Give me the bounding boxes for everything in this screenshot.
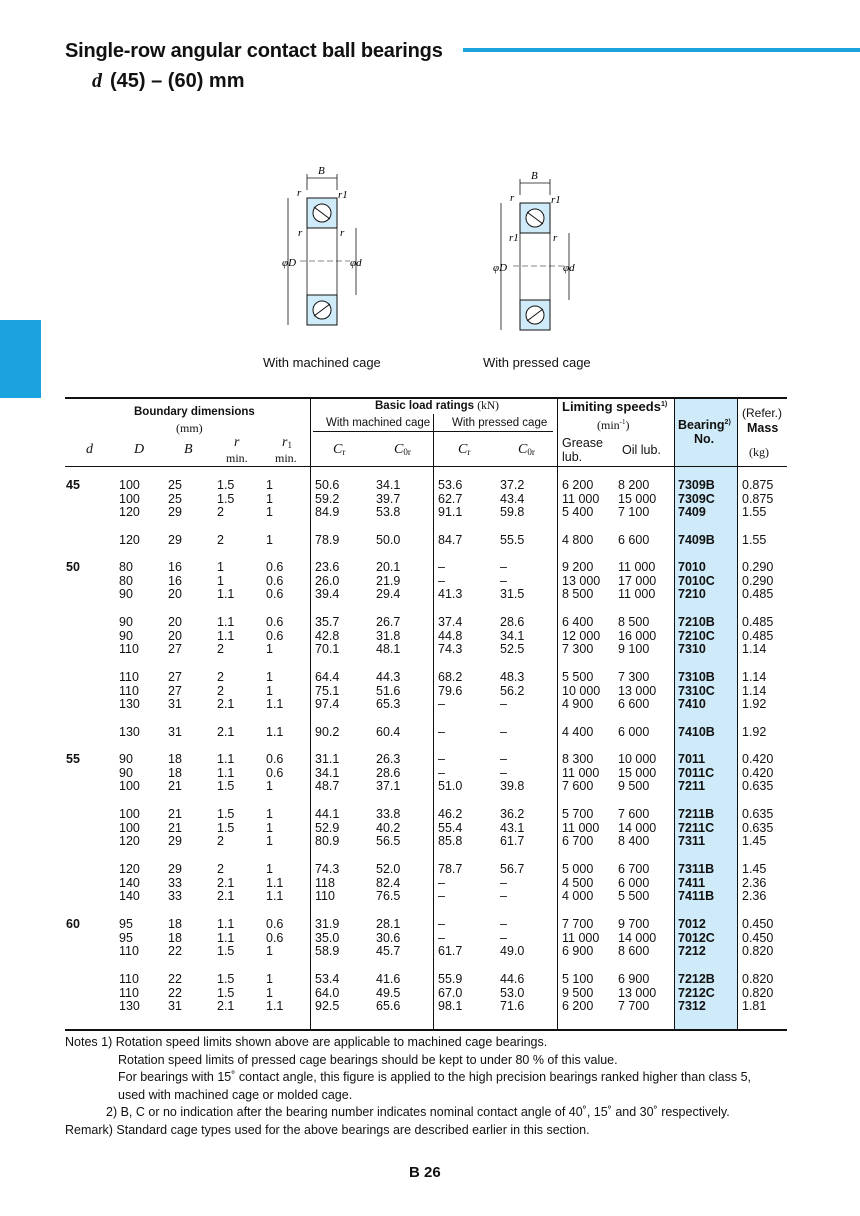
row-group-8-cr-machined: 74.3 118 110 — [315, 862, 340, 904]
row-group-9-B: 18 18 22 — [168, 917, 182, 959]
header-r1 — [282, 435, 292, 451]
header-limiting-unit-sup: -1 — [619, 418, 626, 426]
header-refer: (Refer.) — [742, 406, 783, 420]
header-r1-sub: 1 — [287, 440, 292, 450]
row-group-0-c0r-pressed: 37.2 43.4 59.8 — [500, 478, 525, 520]
row-group-8-c0r-machined: 52.0 82.4 76.5 — [376, 862, 401, 904]
page-subtitle — [92, 70, 245, 93]
subtitle-range: (45) – (60) mm — [110, 70, 245, 92]
header-mass-unit: (kg) — [749, 445, 769, 459]
row-group-9-cr-pressed: – – 61.7 — [438, 917, 463, 959]
header-r: r — [234, 435, 240, 450]
row-group-7-mass: 0.635 0.635 1.45 — [742, 807, 774, 849]
row-group-10-D: 110 110 130 — [119, 972, 140, 1014]
diagram-label-B: B — [318, 165, 325, 177]
header-Cr-pressed-sub: r — [467, 447, 471, 457]
row-group-10-bearing-no: 7212B 7212C 7312 — [678, 972, 715, 1014]
row-group-1-r1: 1 — [266, 533, 273, 547]
row-group-10-r1: 1 1 1.1 — [266, 972, 284, 1014]
header-C0r-pressed-sub: 0r — [527, 447, 535, 457]
header-C0r-machined — [394, 442, 411, 458]
row-group-5-B: 31 — [168, 725, 182, 739]
header-r1-base: r — [282, 435, 288, 450]
row-group-0-r1: 1 1 1 — [266, 478, 273, 520]
row-group-5-D: 130 — [119, 725, 140, 739]
row-group-3-mass: 0.485 0.485 1.14 — [742, 615, 774, 657]
header-limiting-sup: 1) — [660, 401, 668, 408]
row-group-1-cr-machined: 78.9 — [315, 533, 340, 547]
page-title: Single-row angular contact ball bearings — [65, 40, 443, 62]
row-group-6-r: 1.1 1.1 1.5 — [217, 752, 235, 794]
header-r1-min: min. — [275, 451, 297, 465]
row-group-3-D: 90 90 110 — [119, 615, 139, 657]
row-group-3-B: 20 20 27 — [168, 615, 182, 657]
row-group-3-cr-machined: 35.7 42.8 70.1 — [315, 615, 340, 657]
header-boundary-dimensions: Boundary dimensions — [134, 406, 255, 418]
row-group-8-oil-speed: 6 700 6 000 5 500 — [618, 862, 650, 904]
diagram-label-r-lower: r — [298, 227, 303, 239]
page-number: B 26 — [409, 1164, 441, 1181]
row-group-5-oil-speed: 6 000 — [618, 725, 650, 739]
row-group-6-B: 18 18 21 — [168, 752, 182, 794]
row-group-2-D: 80 80 90 — [119, 560, 133, 602]
row-group-0-D: 100 100 120 — [119, 478, 140, 520]
header-limiting-label: Limiting speeds — [562, 399, 661, 414]
row-group-2-d: 50 — [66, 560, 80, 574]
row-group-9-r: 1.1 1.1 1.5 — [217, 917, 235, 959]
row-group-4-B: 27 27 31 — [168, 670, 182, 712]
row-group-7-grease-speed: 5 700 11 000 6 700 — [562, 807, 600, 849]
row-group-5-r1: 1.1 — [266, 725, 284, 739]
diagram2-label-r1: r1 — [551, 194, 561, 206]
row-group-3-grease-speed: 6 400 12 000 7 300 — [562, 615, 601, 657]
row-group-5-mass: 1.92 — [742, 725, 767, 739]
row-group-1-r: 2 — [217, 533, 224, 547]
row-group-2-cr-pressed: – – 41.3 — [438, 560, 463, 602]
header-grease-lub: Grease lub. — [562, 436, 603, 464]
row-group-3-oil-speed: 8 500 16 000 9 100 — [618, 615, 657, 657]
caption-machined-cage: With machined cage — [263, 355, 381, 370]
diagram2-label-B: B — [531, 170, 538, 182]
row-group-4-oil-speed: 7 300 13 000 6 600 — [618, 670, 657, 712]
diagram2-label-r-right: r — [553, 232, 558, 244]
diagram-label-phid: φd — [350, 257, 362, 269]
row-group-9-d: 60 — [66, 917, 80, 931]
side-tab — [0, 320, 41, 398]
header-bearing-no: No. — [694, 432, 715, 446]
row-group-5-c0r-machined: 60.4 — [376, 725, 401, 739]
header-C0r-machined-base: C — [394, 442, 404, 457]
row-group-2-cr-machined: 23.6 26.0 39.4 — [315, 560, 340, 602]
row-group-6-mass: 0.420 0.420 0.635 — [742, 752, 774, 794]
header-limiting-unit-close: ) — [625, 418, 630, 432]
row-group-0-grease-speed: 6 200 11 000 5 400 — [562, 478, 600, 520]
diagram-label-r: r — [297, 187, 302, 199]
row-group-2-mass: 0.290 0.290 0.485 — [742, 560, 774, 602]
row-group-7-cr-pressed: 46.2 55.4 85.8 — [438, 807, 463, 849]
note-2: 2) B, C or no indication after the bearing number indicates nominal contact angle of 40˚, 15˚ and 30˚ respectively. — [106, 1105, 730, 1119]
row-group-8-c0r-pressed: 56.7 – – — [500, 862, 525, 904]
diagram-label-phiD: φD — [282, 257, 297, 269]
divider-machined — [433, 414, 434, 1030]
machined-cage-diagram — [270, 160, 380, 335]
row-group-1-grease-speed: 4 800 — [562, 533, 594, 547]
subtitle-d-symbol: d — [92, 70, 102, 92]
row-group-9-oil-speed: 9 700 14 000 8 600 — [618, 917, 657, 959]
header-mass: Mass — [747, 421, 779, 435]
row-group-6-grease-speed: 8 300 11 000 7 600 — [562, 752, 600, 794]
row-group-6-c0r-machined: 26.3 28.6 37.1 — [376, 752, 401, 794]
header-C0r-pressed-base: C — [518, 442, 528, 457]
row-group-5-grease-speed: 4 400 — [562, 725, 594, 739]
row-group-1-c0r-machined: 50.0 — [376, 533, 401, 547]
row-group-4-cr-machined: 64.4 75.1 97.4 — [315, 670, 340, 712]
remark: Remark) Standard cage types used for the above bearings are described earlier in this section. — [65, 1122, 590, 1137]
diagram-label-r1: r1 — [338, 189, 348, 201]
row-group-10-oil-speed: 6 900 13 000 7 700 — [618, 972, 657, 1014]
header-with-machined-cage: With machined cage — [326, 417, 431, 429]
row-group-5-bearing-no: 7410B — [678, 725, 715, 739]
row-group-10-B: 22 22 31 — [168, 972, 182, 1014]
row-group-7-cr-machined: 44.1 52.9 80.9 — [315, 807, 340, 849]
table-bottom-rule — [65, 1029, 787, 1031]
diagram2-label-phid: φd — [563, 262, 575, 274]
note-1-line-4: used with machined cage or molded cage. — [118, 1087, 353, 1102]
row-group-8-mass: 1.45 2.36 2.36 — [742, 862, 767, 904]
row-group-7-oil-speed: 7 600 14 000 8 400 — [618, 807, 657, 849]
row-group-0-B: 25 25 29 — [168, 478, 182, 520]
row-group-7-c0r-pressed: 36.2 43.1 61.7 — [500, 807, 525, 849]
row-group-9-mass: 0.450 0.450 0.820 — [742, 917, 774, 959]
header-d: d — [86, 442, 93, 457]
note-1-line-3: For bearings with 15˚ contact angle, this figure is applied to the high precision bearings ranked higher than class 5, — [118, 1070, 752, 1084]
header-Cr-machined — [333, 442, 345, 458]
row-group-6-c0r-pressed: – – 39.8 — [500, 752, 525, 794]
row-group-1-D: 120 — [119, 533, 140, 547]
row-group-6-r1: 0.6 0.6 1 — [266, 752, 284, 794]
row-group-7-r1: 1 1 1 — [266, 807, 273, 849]
row-group-4-r: 2 2 2.1 — [217, 670, 235, 712]
row-group-8-bearing-no: 7311B 7411 7411B — [678, 862, 715, 904]
row-group-3-bearing-no: 7210B 7210C 7310 — [678, 615, 715, 657]
header-basic-label: Basic load ratings — [375, 400, 475, 412]
row-group-8-cr-pressed: 78.7 – – — [438, 862, 463, 904]
row-group-3-c0r-pressed: 28.6 34.1 52.5 — [500, 615, 525, 657]
row-group-1-oil-speed: 6 600 — [618, 533, 650, 547]
row-group-6-oil-speed: 10 000 15 000 9 500 — [618, 752, 657, 794]
row-group-1-mass: 1.55 — [742, 533, 767, 547]
row-group-7-c0r-machined: 33.8 40.2 56.5 — [376, 807, 401, 849]
row-group-2-c0r-machined: 20.1 21.9 29.4 — [376, 560, 401, 602]
row-group-2-grease-speed: 9 200 13 000 8 500 — [562, 560, 601, 602]
row-group-5-c0r-pressed: – — [500, 725, 507, 739]
row-group-7-B: 21 21 29 — [168, 807, 182, 849]
header-D: D — [134, 442, 145, 457]
header-Cr-machined-base: C — [333, 442, 343, 457]
row-group-6-d: 55 — [66, 752, 80, 766]
header-basic-unit: (kN) — [477, 400, 499, 412]
diagram2-label-r: r — [510, 192, 515, 204]
divider-basic — [557, 398, 558, 1030]
divider-bearing — [737, 398, 738, 1030]
row-group-0-d: 45 — [66, 478, 80, 492]
row-group-1-B: 29 — [168, 533, 182, 547]
header-limiting-unit — [597, 418, 630, 433]
row-group-5-cr-pressed: – — [438, 725, 445, 739]
footnotes — [65, 1034, 751, 1139]
row-group-4-c0r-pressed: 48.3 56.2 – — [500, 670, 525, 712]
row-group-4-c0r-machined: 44.3 51.6 65.3 — [376, 670, 401, 712]
divider-limiting — [674, 398, 675, 1030]
header-basic-load-ratings — [375, 400, 499, 412]
row-group-2-r: 1 1 1.1 — [217, 560, 235, 602]
row-group-10-cr-pressed: 55.9 67.0 98.1 — [438, 972, 463, 1014]
row-group-1-bearing-no: 7409B — [678, 533, 715, 547]
header-oil-lub: Oil lub. — [622, 443, 661, 457]
row-group-9-r1: 0.6 0.6 1 — [266, 917, 284, 959]
row-group-4-cr-pressed: 68.2 79.6 – — [438, 670, 463, 712]
row-group-3-cr-pressed: 37.4 44.8 74.3 — [438, 615, 463, 657]
diagram2-label-r1-lower: r1 — [509, 232, 519, 244]
header-r-min: min. — [226, 451, 248, 465]
row-group-8-D: 120 140 140 — [119, 862, 140, 904]
row-group-2-oil-speed: 11 000 17 000 11 000 — [618, 560, 657, 602]
row-group-0-cr-pressed: 53.6 62.7 91.1 — [438, 478, 463, 520]
row-group-1-cr-pressed: 84.7 — [438, 533, 463, 547]
row-group-9-bearing-no: 7012 7012C 7212 — [678, 917, 715, 959]
header-bearing — [678, 418, 731, 432]
row-group-8-grease-speed: 5 000 4 500 4 000 — [562, 862, 594, 904]
header-limiting-speeds — [562, 399, 667, 414]
row-group-4-mass: 1.14 1.14 1.92 — [742, 670, 767, 712]
row-group-5-r: 2.1 — [217, 725, 235, 739]
row-group-2-bearing-no: 7010 7010C 7210 — [678, 560, 715, 602]
row-group-10-grease-speed: 5 100 9 500 6 200 — [562, 972, 594, 1014]
header-C0r-machined-sub: 0r — [403, 447, 411, 457]
row-group-4-D: 110 110 130 — [119, 670, 140, 712]
row-group-1-c0r-pressed: 55.5 — [500, 533, 525, 547]
row-group-2-c0r-pressed: – – 31.5 — [500, 560, 525, 602]
row-group-4-grease-speed: 5 500 10 000 4 900 — [562, 670, 601, 712]
row-group-10-mass: 0.820 0.820 1.81 — [742, 972, 774, 1014]
row-group-0-r: 1.5 1.5 2 — [217, 478, 235, 520]
divider-boundary — [310, 398, 311, 1030]
row-group-4-r1: 1 1 1.1 — [266, 670, 284, 712]
row-group-2-r1: 0.6 0.6 0.6 — [266, 560, 284, 602]
table-top-rule — [65, 397, 787, 399]
row-group-7-bearing-no: 7211B 7211C 7311 — [678, 807, 715, 849]
row-group-0-c0r-machined: 34.1 39.7 53.8 — [376, 478, 401, 520]
header-boundary-unit: (mm) — [176, 421, 203, 435]
row-group-0-cr-machined: 50.6 59.2 84.9 — [315, 478, 340, 520]
note-1-line-2: Rotation speed limits of pressed cage bearings should be kept to under 80 % of this value. — [118, 1052, 618, 1067]
row-group-3-r: 1.1 1.1 2 — [217, 615, 235, 657]
row-group-3-r1: 0.6 0.6 1 — [266, 615, 284, 657]
row-group-6-cr-pressed: – – 51.0 — [438, 752, 463, 794]
row-group-7-r: 1.5 1.5 2 — [217, 807, 235, 849]
row-group-9-D: 95 95 110 — [119, 917, 139, 959]
header-Cr-pressed — [458, 442, 470, 458]
title-rule — [463, 48, 860, 52]
row-group-3-c0r-machined: 26.7 31.8 48.1 — [376, 615, 401, 657]
row-group-9-c0r-machined: 28.1 30.6 45.7 — [376, 917, 401, 959]
row-group-10-c0r-machined: 41.6 49.5 65.6 — [376, 972, 401, 1014]
row-group-6-D: 90 90 100 — [119, 752, 140, 794]
header-with-pressed-cage: With pressed cage — [452, 417, 548, 429]
row-group-6-cr-machined: 31.1 34.1 48.7 — [315, 752, 340, 794]
row-group-8-B: 29 33 33 — [168, 862, 182, 904]
header-bearing-label: Bearing — [678, 418, 725, 432]
diagram-label-r-right: r — [340, 227, 345, 239]
row-group-5-cr-machined: 90.2 — [315, 725, 340, 739]
row-group-10-c0r-pressed: 44.6 53.0 71.6 — [500, 972, 525, 1014]
header-limiting-unit-open: (min — [597, 418, 620, 432]
table-header-rule — [65, 466, 787, 467]
basic-subheader-rule — [313, 431, 553, 432]
row-group-10-r: 1.5 1.5 2.1 — [217, 972, 235, 1014]
row-group-4-bearing-no: 7310B 7310C 7410 — [678, 670, 715, 712]
header-Cr-machined-sub: r — [342, 447, 346, 457]
row-group-7-D: 100 100 120 — [119, 807, 140, 849]
header-C0r-pressed — [518, 442, 535, 458]
note-1: Notes 1) Rotation speed limits shown above are applicable to machined cage bearings. — [65, 1035, 548, 1049]
row-group-10-cr-machined: 53.4 64.0 92.5 — [315, 972, 340, 1014]
caption-pressed-cage: With pressed cage — [483, 355, 591, 370]
row-group-9-cr-machined: 31.9 35.0 58.9 — [315, 917, 340, 959]
row-group-8-r1: 1 1.1 1.1 — [266, 862, 284, 904]
row-group-8-r: 2 2.1 2.1 — [217, 862, 235, 904]
pressed-cage-diagram — [485, 165, 595, 340]
header-bearing-sup: 2) — [724, 419, 731, 426]
header-B: B — [184, 442, 193, 457]
row-group-2-B: 16 16 20 — [168, 560, 182, 602]
row-group-0-mass: 0.875 0.875 1.55 — [742, 478, 774, 520]
row-group-0-oil-speed: 8 200 15 000 7 100 — [618, 478, 657, 520]
row-group-9-c0r-pressed: – – 49.0 — [500, 917, 525, 959]
row-group-0-bearing-no: 7309B 7309C 7409 — [678, 478, 715, 520]
diagram2-label-phiD: φD — [493, 262, 508, 274]
row-group-9-grease-speed: 7 700 11 000 6 900 — [562, 917, 600, 959]
row-group-6-bearing-no: 7011 7011C 7211 — [678, 752, 715, 794]
header-Cr-pressed-base: C — [458, 442, 468, 457]
